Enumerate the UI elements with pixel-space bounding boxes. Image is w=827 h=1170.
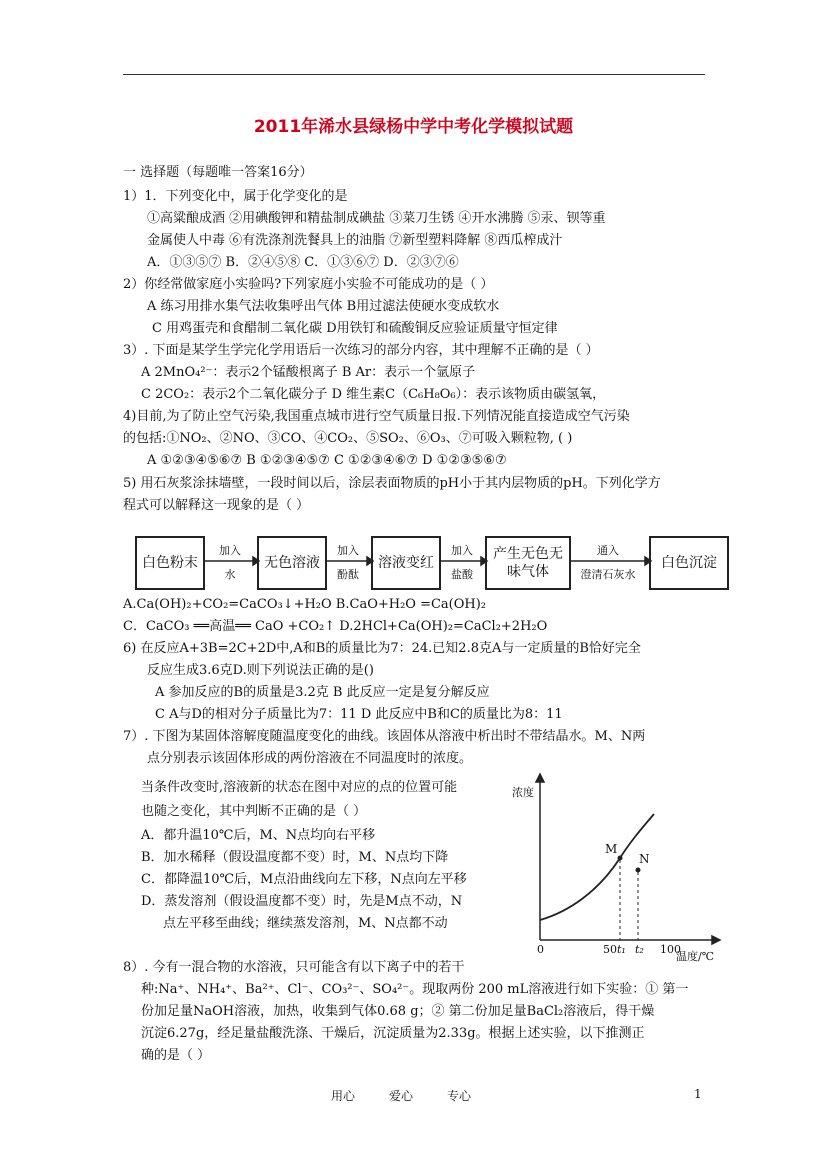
text-line: A．①③⑤⑦ B．②④⑤⑧ C．①③⑥⑦ D．②③⑦⑥	[147, 255, 459, 270]
flow-arrow-bottom: 水	[224, 568, 236, 581]
text-line: 的包括:①NO₂、②NO、③CO、④CO₂、⑤SO₂、⑥O₃、⑦可吸入颗粒物, ( )	[123, 431, 573, 446]
solubility-curve	[540, 814, 654, 920]
tick-label: t₁	[617, 943, 626, 956]
text-line: 当条件改变时,溶液新的状态在图中对应的点的位置可能	[141, 780, 458, 795]
tick-label: t₂	[635, 943, 644, 956]
text-line: A.Ca(OH)₂+CO₂=CaCO₃↓+H₂O B.CaO+H₂O =Ca(OH)₂	[123, 597, 487, 612]
page-title: 2011年浠水县绿杨中学中考化学模拟试题	[253, 117, 574, 137]
header-rule	[123, 74, 705, 75]
text-line: A．都升温10℃后，M、N点均向右平移	[141, 828, 376, 843]
text-line: 种:Na⁺、NH₄⁺、Ba²⁺、Cl⁻、CO₃²⁻、SO₄²⁻。现取两份 200 mL溶液进行如下实验：① 第一	[141, 982, 689, 997]
footer-text: 专心	[447, 1089, 472, 1103]
flow-arrow-top: 加入	[451, 544, 473, 557]
text-line: 确的是（ ）	[141, 1048, 211, 1063]
text-line: C 用鸡蛋壳和食醋制二氧化碳 D用铁钉和硫酸铜反应验证质量守恒定律	[152, 321, 558, 336]
text-line: 1）1．下列变化中，属于化学变化的是	[123, 189, 348, 204]
text-line: C 2CO₂：表示2个二氧化碳分子 D 维生素C（C₆H₈O₆）：表示该物质由碳氢氧，	[141, 387, 606, 402]
section-heading: 一 选择题（每题唯一答案16分）	[123, 165, 313, 180]
text-line: A 参加反应的B的质量是3.2克 B 此反应一定是复分解反应	[155, 685, 490, 700]
text-line: 8）. 今有一混合物的水溶液，只可能含有以下离子中的若干	[123, 960, 465, 975]
tick-label: 100	[660, 943, 681, 956]
flow-box: 无色溶液	[257, 536, 327, 590]
flow-arrow-top: 加入	[219, 544, 241, 557]
text-line: D．蒸发溶剂（假设温度都不变）时，先是M点不动，N	[141, 894, 463, 909]
text-line: 6) 在反应A+3B=2C+2D中,A和B的质量比为7：24.已知2.8克A与一定质量的B恰好完全	[123, 641, 641, 656]
solubility-graph	[508, 772, 730, 972]
flow-arrow-top: 加入	[337, 544, 359, 557]
footer-text: 用心	[331, 1089, 356, 1103]
y-axis-label: 浓度	[512, 786, 534, 799]
text-line: 程式可以解释这一现象的是（ ）	[123, 498, 310, 513]
text-line: B．加水稀释（假设温度都不变）时，M、N点均下降	[141, 850, 449, 865]
text-line: 点分别表示该固体形成的两份溶液在不同温度时的浓度。	[147, 751, 473, 766]
flow-box: 白色粉末	[135, 536, 205, 590]
point-n	[636, 868, 641, 873]
point-m	[618, 856, 623, 861]
text-line: 7）. 下图为某固体溶解度随温度变化的曲线。该固体从溶液中析出时不带结晶水。M、N两	[123, 729, 646, 744]
text-line: A ①②③④⑤⑥⑦ B ①②③④⑤⑦ C ①②③④⑥⑦ D ①②③⑤⑥⑦	[147, 453, 507, 468]
flow-box: 产生无色无味气体	[485, 536, 571, 590]
text-line: 2）你经常做家庭小实验吗?下列家庭小实验不可能成功的是（ ）	[123, 277, 494, 292]
tick-label: 0	[537, 943, 544, 956]
text-line: A 练习用排水集气法收集呼出气体 B用过滤法使硬水变成软水	[147, 299, 500, 314]
text-line: 金属使人中毒 ⑥有洗涤剂洗餐具上的油脂 ⑦新型塑料降解 ⑧西瓜榨成汁	[147, 233, 563, 248]
text-line: C．CaCO₃ ══高温══ CaO +CO₂↑ D.2HCl+Ca(OH)₂=CaCl₂+2H₂O	[123, 619, 548, 634]
text-line: 反应生成3.6克D.则下列说法正确的是()	[147, 663, 374, 678]
point-m-label: M	[605, 842, 618, 856]
footer-text: 爱心	[389, 1089, 414, 1103]
flow-arrow-bottom: 酚酞	[337, 568, 359, 581]
text-line: 份加足量NaOH溶液，加热，收集到气体0.68 g；② 第二份加足量BaCl₂溶液后，得干燥	[141, 1004, 655, 1019]
flow-arrow-bottom: 澄清石灰水	[580, 568, 636, 581]
text-line: A 2MnO₄²⁻：表示2个锰酸根离子 B Ar：表示一个氩原子	[141, 365, 476, 380]
reaction-flowchart	[135, 530, 730, 596]
point-n-label: N	[639, 852, 650, 866]
flow-box: 白色沉淀	[649, 536, 729, 590]
text-line: C A与D的相对分子质量比为7：11 D 此反应中B和C的质量比为8：11	[155, 707, 563, 722]
flow-arrow-bottom: 盐酸	[451, 568, 473, 581]
flow-arrow-top: 通入	[597, 544, 619, 557]
tick-label: 50	[603, 943, 617, 956]
text-line: ①高粱酿成酒 ②用碘酸钾和精盐制成碘盐 ③菜刀生锈 ④开水沸腾 ⑤汞、钡等重	[147, 211, 606, 226]
text-line: 5) 用石灰浆涂抹墙壁，一段时间以后，涂层表面物质的pH小于其内层物质的pH。下列化学方	[123, 476, 661, 491]
text-line: 3）. 下面是某学生学完化学用语后一次练习的部分内容，其中理解不正确的是（ ）	[123, 343, 599, 358]
flow-box: 溶液变红	[371, 536, 441, 590]
text-line: 沉淀6.27g，经足量盐酸洗涤、干燥后，沉淀质量为2.33g。根据上述实验，以下推测正	[141, 1026, 645, 1041]
x-axis-label: 温度/℃	[676, 950, 715, 963]
text-line: 也随之变化，其中判断不正确的是（ ）	[141, 804, 367, 819]
page-number: 1	[694, 1087, 702, 1101]
text-line: 4)目前,为了防止空气污染,我国重点城市进行空气质量日报.下列情况能直接造成空气污染	[123, 409, 630, 424]
flow-arrows	[135, 530, 730, 596]
text-line: C．都降温10℃后，M点沿曲线向左下移，N点向左平移	[141, 872, 467, 887]
text-line: 点左平移至曲线；继续蒸发溶剂，M、N点都不动	[163, 916, 448, 931]
